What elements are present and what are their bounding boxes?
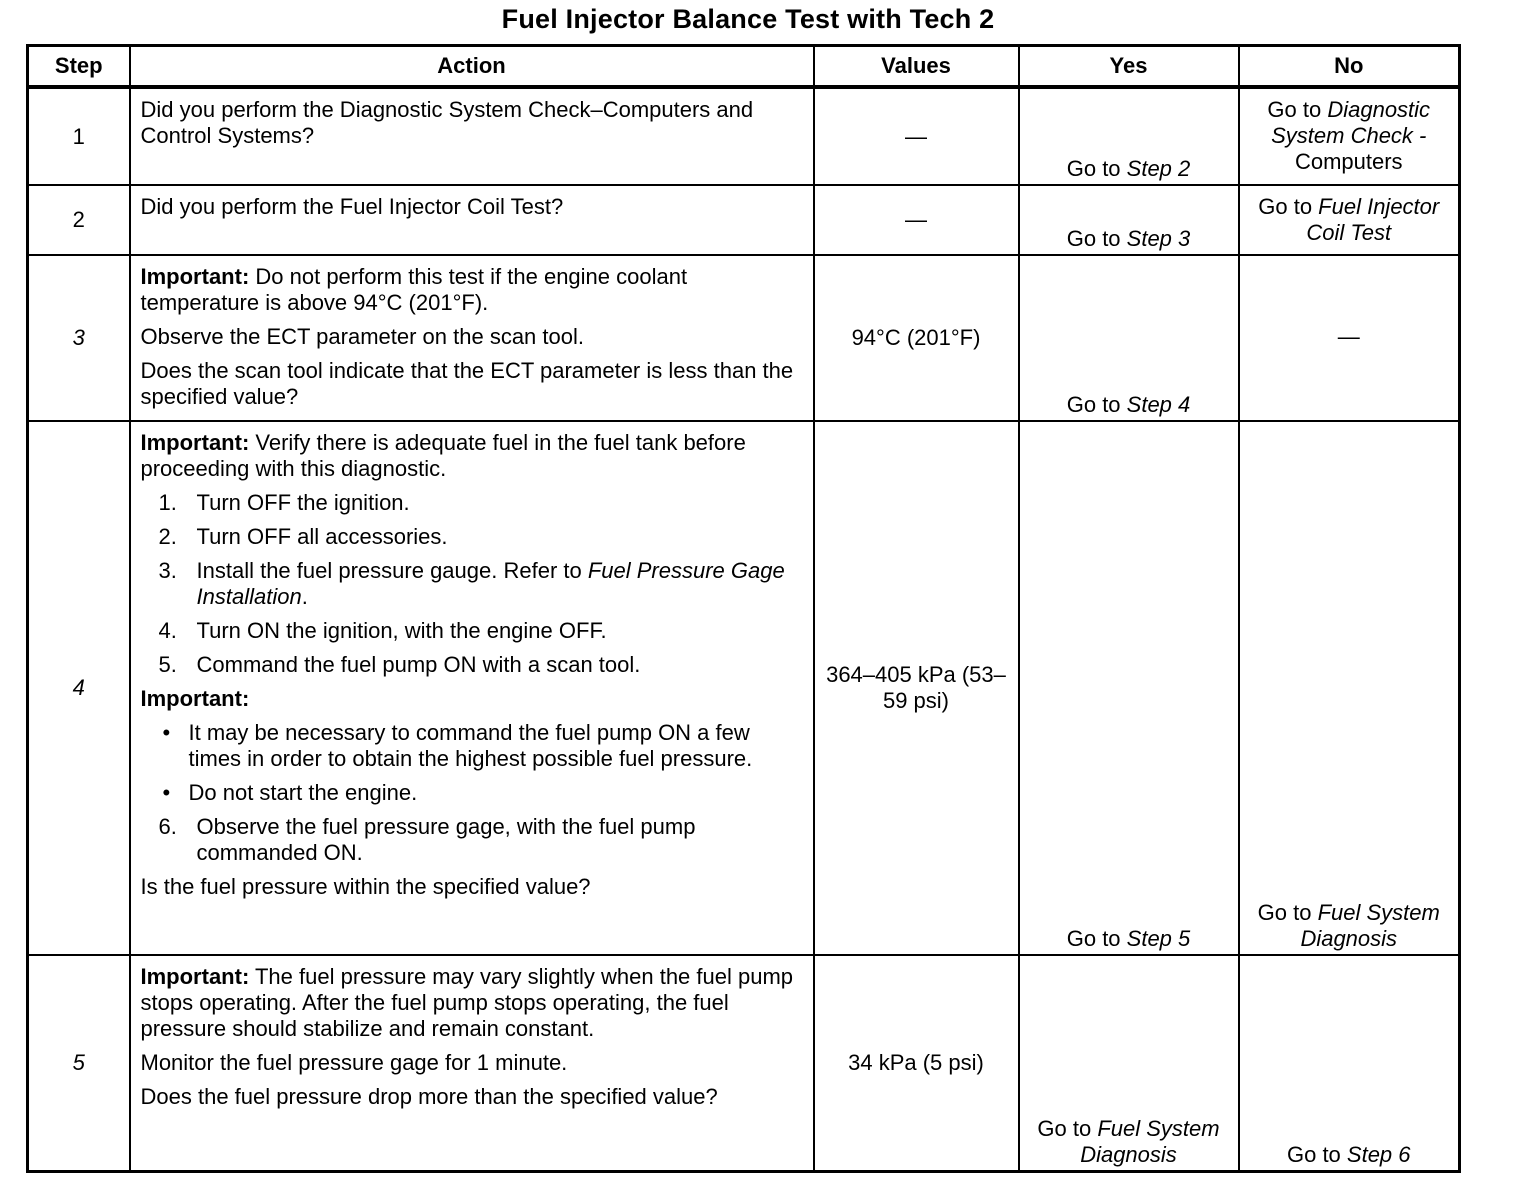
step-link[interactable]: Step 5 [1126,926,1191,951]
action-text: Observe the ECT parameter on the scan tool. [140,324,584,349]
step-link[interactable]: Step 6 [1346,1141,1411,1167]
action-question: Does the fuel pressure drop more than the specified value? [140,1084,718,1109]
header-values: Values [814,46,1019,88]
no-outcome[interactable]: Go to Step 6 [1239,955,1460,1171]
important-heading: Important: [140,686,250,711]
no-outcome: — [1239,255,1460,421]
bullet-item: • It may be necessary to command the fuel pump ON a few times in order to obtain the highest possible fuel pressure. [162,720,753,771]
step-number: 5 [28,955,130,1171]
step-link[interactable]: Step 3 [1126,226,1191,251]
header-yes: Yes [1019,46,1239,88]
yes-outcome[interactable]: Go to Step 5 [1019,421,1239,955]
yes-outcome[interactable]: Go to Step 3 [1019,185,1239,255]
table-row-step-5 [28,955,1460,1171]
bullet-item: • Do not start the engine. [162,780,418,805]
no-outcome[interactable]: Go to Fuel Injector Coil Test [1239,185,1460,255]
numbered-item: 5. Command the fuel pump ON with a scan tool. [158,652,641,677]
procedure-link[interactable]: Fuel System Diagnosis [1080,1115,1220,1167]
step-action [130,955,814,1171]
step-value: 364–405 kPa (53–59 psi) [814,421,1019,955]
important-note: Important: Verify there is adequate fuel in the fuel tank before proceeding with this diagnostic. [140,430,746,481]
table-row-step-3 [28,255,1460,421]
step-value: 34 kPa (5 psi) [814,955,1019,1171]
table-row-step-1 [28,87,1460,185]
procedure-link[interactable]: Fuel Pressure Gage Installation [196,558,785,609]
procedure-link[interactable]: Diagnostic System Check - [1271,97,1431,148]
header-no: No [1239,46,1460,88]
action-text: Did you perform the Fuel Injector Coil Test? [140,194,564,219]
step-link[interactable]: Step 2 [1126,156,1191,181]
yes-outcome[interactable]: Go to Fuel System Diagnosis [1019,955,1239,1171]
header-action: Action [130,46,814,88]
step-number: 1 [28,87,130,185]
table-row-step-2 [28,185,1460,255]
step-number: 3 [28,255,130,421]
action-text: Did you perform the Diagnostic System Check–Computers and Control Systems? [140,97,754,148]
numbered-item: 2. Turn OFF all accessories. [158,524,448,549]
procedure-link[interactable]: Fuel System Diagnosis [1300,900,1440,951]
yes-outcome[interactable]: Go to Step 2 [1019,87,1239,185]
step-action [130,87,814,185]
procedure-link[interactable]: Fuel Injector Coil Test [1306,194,1440,245]
step-value: — [814,185,1019,255]
numbered-item: 3. Install the fuel pressure gauge. Refer to Fuel Pressure Gage Installation. [158,558,785,609]
step-action [130,255,814,421]
important-note: Important: The fuel pressure may vary slightly when the fuel pump stops operating. After the fuel pump stops operating, the fuel pressure should stabilize and remain constant. [140,964,794,1041]
step-value: — [814,87,1019,185]
header-row [28,46,1460,88]
step-link[interactable]: Step 4 [1126,392,1191,417]
step-action [130,421,814,955]
table-row-step-4 [28,421,1460,955]
step-value: 94°C (201°F) [814,255,1019,421]
step-action [130,185,814,255]
step-number: 4 [28,421,130,955]
diagnostic-table [26,44,1461,1173]
numbered-item: 6. Observe the fuel pressure gage, with the fuel pump commanded ON. [158,814,696,865]
page-title: Fuel Injector Balance Test with Tech 2 [501,4,995,34]
action-question: Is the fuel pressure within the specified value? [140,874,591,899]
numbered-item: 1. Turn OFF the ignition. [158,490,410,515]
step-number: 2 [28,185,130,255]
yes-outcome[interactable]: Go to Step 4 [1019,255,1239,421]
no-outcome[interactable]: Go to Diagnostic System Check - Computers [1239,87,1460,185]
header-step: Step [28,46,130,88]
no-outcome[interactable]: Go to Fuel System Diagnosis [1239,421,1460,955]
action-text: Monitor the fuel pressure gage for 1 minute. [140,1050,568,1075]
numbered-item: 4. Turn ON the ignition, with the engine OFF. [158,618,607,643]
important-note: Important: Do not perform this test if the engine coolant temperature is above 94°C (201°F). [140,264,688,315]
action-question: Does the scan tool indicate that the ECT parameter is less than the specified value? [140,358,794,409]
